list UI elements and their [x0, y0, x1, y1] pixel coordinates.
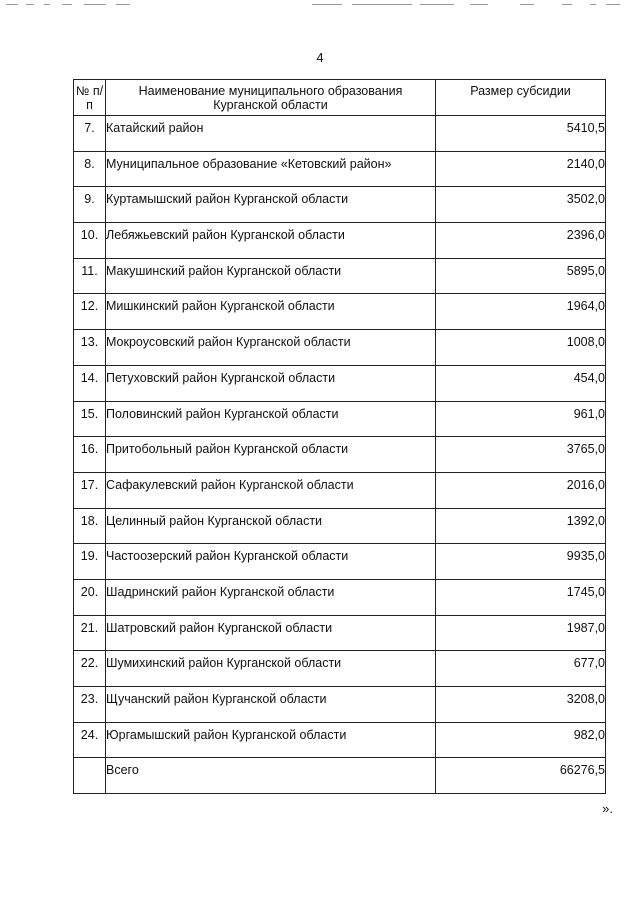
row-num: 10.	[74, 223, 106, 259]
table-row	[74, 544, 606, 580]
row-amount: 5895,0	[436, 258, 606, 294]
row-amount: 3502,0	[436, 187, 606, 223]
row-num: 17.	[74, 472, 106, 508]
row-amount: 5410,5	[436, 116, 606, 152]
row-amount: 2140,0	[436, 151, 606, 187]
row-amount: 961,0	[436, 401, 606, 437]
table-row	[74, 187, 606, 223]
table-row	[74, 579, 606, 615]
row-name: Целинный район Курганской области	[106, 508, 436, 544]
row-name: Мокроусовский район Курганской области	[106, 330, 436, 366]
header-amount: Размер субсидии	[436, 80, 606, 116]
row-amount: 982,0	[436, 722, 606, 758]
row-name: Частоозерский район Курганской области	[106, 544, 436, 580]
row-amount: 677,0	[436, 651, 606, 687]
row-name: Муниципальное образование «Кетовский район»	[106, 151, 436, 187]
row-amount: 9935,0	[436, 544, 606, 580]
row-name: Петуховский район Курганской области	[106, 365, 436, 401]
table-row	[74, 258, 606, 294]
row-name: Притобольный район Курганской области	[106, 437, 436, 473]
table-row	[74, 116, 606, 152]
table-row	[74, 330, 606, 366]
row-num: 14.	[74, 365, 106, 401]
table-row	[74, 151, 606, 187]
row-name: Мишкинский район Курганской области	[106, 294, 436, 330]
row-name: Половинский район Курганской области	[106, 401, 436, 437]
table-row	[74, 472, 606, 508]
total-label: Всего	[106, 758, 436, 794]
table-row	[74, 722, 606, 758]
row-num: 20.	[74, 579, 106, 615]
row-name: Куртамышский район Курганской области	[106, 187, 436, 223]
row-name: Макушинский район Курганской области	[106, 258, 436, 294]
row-amount: 2396,0	[436, 223, 606, 259]
row-num: 22.	[74, 651, 106, 687]
table-row	[74, 651, 606, 687]
table-row	[74, 615, 606, 651]
table-row	[74, 401, 606, 437]
header-num: № п/п	[74, 80, 106, 116]
row-num: 12.	[74, 294, 106, 330]
table-row	[74, 294, 606, 330]
subsidy-table	[73, 79, 606, 794]
row-amount: 1008,0	[436, 330, 606, 366]
row-name: Шумихинский район Курганской области	[106, 651, 436, 687]
table-row	[74, 508, 606, 544]
row-amount: 3765,0	[436, 437, 606, 473]
table-row	[74, 223, 606, 259]
row-name: Шатровский район Курганской области	[106, 615, 436, 651]
row-num: 15.	[74, 401, 106, 437]
row-num: 24.	[74, 722, 106, 758]
row-amount: 1987,0	[436, 615, 606, 651]
row-name: Юргамышский район Курганской области	[106, 722, 436, 758]
header-name: Наименование муниципального образования Курганской области	[106, 80, 436, 116]
row-num: 8.	[74, 151, 106, 187]
row-num: 19.	[74, 544, 106, 580]
row-amount: 1964,0	[436, 294, 606, 330]
row-num: 21.	[74, 615, 106, 651]
row-name: Шадринский район Курганской области	[106, 579, 436, 615]
row-name: Катайский район	[106, 116, 436, 152]
row-num: 16.	[74, 437, 106, 473]
total-amount: 66276,5	[436, 758, 606, 794]
row-amount: 1745,0	[436, 579, 606, 615]
row-name: Щучанский район Курганской области	[106, 687, 436, 723]
scan-artifact-line	[0, 2, 640, 8]
row-num: 18.	[74, 508, 106, 544]
table-row	[74, 687, 606, 723]
row-num: 11.	[74, 258, 106, 294]
row-amount: 454,0	[436, 365, 606, 401]
closing-quote-mark: ».	[602, 801, 613, 816]
table-header-row	[74, 80, 606, 116]
row-amount: 2016,0	[436, 472, 606, 508]
total-num	[74, 758, 106, 794]
row-amount: 3208,0	[436, 687, 606, 723]
table-row	[74, 437, 606, 473]
row-name: Лебяжьевский район Курганской области	[106, 223, 436, 259]
row-amount: 1392,0	[436, 508, 606, 544]
row-num: 13.	[74, 330, 106, 366]
row-num: 9.	[74, 187, 106, 223]
table-row	[74, 365, 606, 401]
row-name: Сафакулевский район Курганской области	[106, 472, 436, 508]
row-num: 7.	[74, 116, 106, 152]
row-num: 23.	[74, 687, 106, 723]
table-total-row	[74, 758, 606, 794]
page-number: 4	[316, 50, 324, 65]
